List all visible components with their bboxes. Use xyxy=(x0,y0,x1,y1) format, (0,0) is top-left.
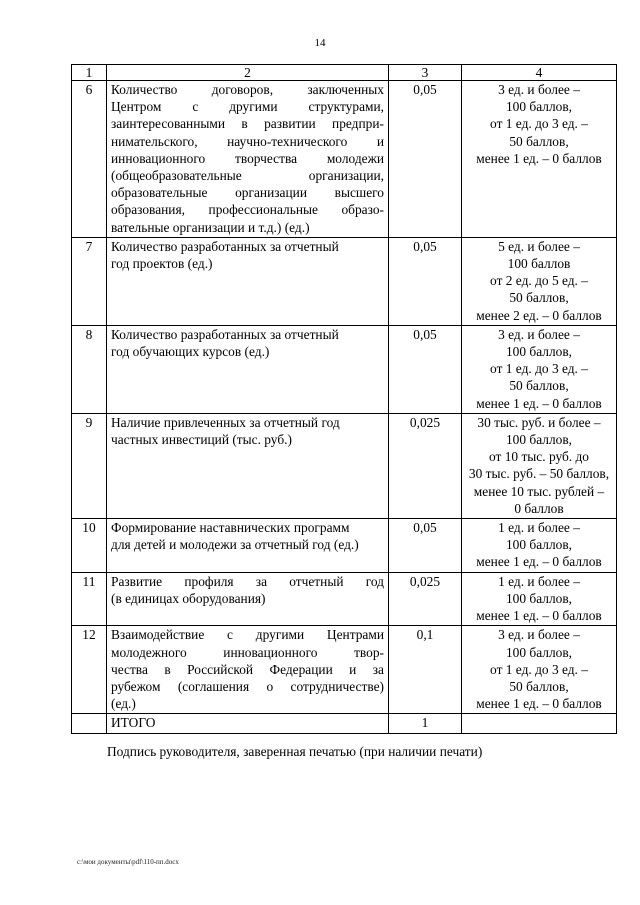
row-weight-cell: 0,025 xyxy=(389,572,462,626)
signature-note: Подпись руководителя, заверенная печатью (при наличии печати) xyxy=(107,744,483,759)
table-row xyxy=(72,413,617,518)
row-description-cell xyxy=(107,81,389,238)
score-line: 0 баллов xyxy=(514,500,564,516)
row-score-cell xyxy=(462,626,617,714)
row-description-cell xyxy=(107,572,389,626)
description-line: год проектов (ед.) xyxy=(111,256,213,272)
score-line: от 1 ед. до 3 ед. – xyxy=(490,116,588,132)
description-line: чества в Российской Федерации и за xyxy=(111,661,384,677)
score-line: 30 тыс. руб. и более – xyxy=(477,414,601,430)
total-score-cell xyxy=(462,714,617,733)
criteria-table xyxy=(71,64,617,734)
table-row xyxy=(72,519,617,573)
row-score-cell xyxy=(462,237,617,325)
description-line: нимательского, научно-технического и xyxy=(111,133,384,149)
criteria-table-body xyxy=(72,65,617,734)
row-weight-cell: 0,05 xyxy=(389,325,462,413)
score-line: от 1 ед. до 3 ед. – xyxy=(490,661,588,677)
row-description-cell xyxy=(107,519,389,573)
score-line: 100 баллов, xyxy=(505,644,573,660)
table-header-row xyxy=(72,65,617,81)
description-line: образовательные организации высшего xyxy=(111,185,384,201)
description-line: частных инвестиций (тыс. руб.) xyxy=(111,432,292,448)
table-row xyxy=(72,325,617,413)
row-score-cell xyxy=(462,325,617,413)
description-line: для детей и молодежи за отчетный год (ед.) xyxy=(111,537,359,553)
score-line: менее 1 ед. – 0 баллов xyxy=(476,395,602,411)
score-line: 50 баллов, xyxy=(509,133,569,149)
description-line: рубежом (соглашения о сотрудничестве) xyxy=(111,678,384,694)
row-number-cell: 9 xyxy=(72,413,107,518)
score-line: 100 баллов, xyxy=(505,344,573,360)
score-line: от 1 ед. до 3 ед. – xyxy=(490,361,588,377)
score-line: менее 1 ед. – 0 баллов xyxy=(476,554,602,570)
total-label-cell: ИТОГО xyxy=(107,714,389,733)
row-score-cell xyxy=(462,519,617,573)
row-weight-cell: 0,05 xyxy=(389,81,462,238)
row-weight-cell: 0,1 xyxy=(389,626,462,714)
row-number-cell: 11 xyxy=(72,572,107,626)
footer-file-path: c:\мои документы\pdf\110-пп.docx xyxy=(77,858,179,866)
row-number-cell: 6 xyxy=(72,81,107,238)
description-line: год обучающих курсов (ед.) xyxy=(111,344,270,360)
score-line: менее 10 тыс. рублей – xyxy=(473,483,605,499)
score-line: 3 ед. и более – xyxy=(498,326,580,342)
score-line: 100 баллов, xyxy=(505,99,573,115)
row-weight-cell: 0,05 xyxy=(389,519,462,573)
description-line: (в единицах оборудования) xyxy=(111,590,266,606)
page-number: 14 xyxy=(314,37,326,49)
score-line: 100 баллов, xyxy=(505,590,573,606)
row-score-cell xyxy=(462,81,617,238)
total-number-cell xyxy=(72,714,107,733)
score-line: 1 ед. и более – xyxy=(498,573,580,589)
description-line: (ед.) xyxy=(111,696,136,712)
description-line: Количество договоров, заключенных xyxy=(111,82,384,97)
description-line: (общеобразовательные организации, xyxy=(111,168,384,184)
row-number-cell: 8 xyxy=(72,325,107,413)
table-row xyxy=(72,572,617,626)
description-line: молодежного инновационного твор- xyxy=(111,644,384,660)
description-line: Количество разработанных за отчетный xyxy=(111,238,339,254)
description-line: образования, профессиональные образо- xyxy=(111,202,384,218)
score-line: менее 2 ед. – 0 баллов xyxy=(476,307,602,323)
header-cell-2: 2 xyxy=(107,65,389,81)
row-score-cell xyxy=(462,572,617,626)
table-row xyxy=(72,81,617,238)
description-line: заинтересованными в развитии предпри- xyxy=(111,116,384,132)
table-row xyxy=(72,626,617,714)
row-weight-cell: 0,05 xyxy=(389,237,462,325)
row-score-cell xyxy=(462,413,617,518)
score-line: 100 баллов xyxy=(507,256,571,272)
total-weight-cell: 1 xyxy=(389,714,462,733)
description-line: Наличие привлеченных за отчетный год xyxy=(111,414,340,430)
score-line: 30 тыс. руб. – 50 баллов, xyxy=(468,466,610,482)
description-line: Развитие профиля за отчетный год xyxy=(111,573,384,589)
score-line: от 10 тыс. руб. до xyxy=(489,449,589,465)
score-line: 50 баллов, xyxy=(509,378,569,394)
row-description-cell xyxy=(107,325,389,413)
table-row xyxy=(72,237,617,325)
description-line: Центром с другими структурами, xyxy=(111,99,384,115)
description-line: инновационного творчества молодежи xyxy=(111,150,384,166)
score-line: 50 баллов, xyxy=(509,290,569,306)
header-cell-4: 4 xyxy=(462,65,617,81)
score-line: менее 1 ед. – 0 баллов xyxy=(476,608,602,624)
score-line: 3 ед. и более – xyxy=(498,82,580,97)
header-cell-3: 3 xyxy=(389,65,462,81)
row-description-cell xyxy=(107,237,389,325)
score-line: 1 ед. и более – xyxy=(498,520,580,536)
score-line: 100 баллов, xyxy=(505,432,573,448)
row-weight-cell: 0,025 xyxy=(389,413,462,518)
description-line: Формирование наставнических программ xyxy=(111,520,350,536)
score-line: 100 баллов, xyxy=(505,537,573,553)
score-line: менее 1 ед. – 0 баллов xyxy=(476,150,602,166)
row-number-cell: 7 xyxy=(72,237,107,325)
row-number-cell: 10 xyxy=(72,519,107,573)
total-row xyxy=(72,714,617,733)
score-line: менее 1 ед. – 0 баллов xyxy=(476,696,602,712)
description-line: вательные организации и т.д.) (ед.) xyxy=(111,219,310,235)
header-cell-1: 1 xyxy=(72,65,107,81)
score-line: 3 ед. и более – xyxy=(498,627,580,643)
description-line: Количество разработанных за отчетный xyxy=(111,326,339,342)
row-description-cell xyxy=(107,626,389,714)
score-line: 5 ед. и более – xyxy=(498,238,580,254)
score-line: 50 баллов, xyxy=(509,678,569,694)
row-description-cell xyxy=(107,413,389,518)
row-number-cell: 12 xyxy=(72,626,107,714)
description-line: Взаимодействие с другими Центрами xyxy=(111,627,384,643)
score-line: от 2 ед. до 5 ед. – xyxy=(490,273,588,289)
